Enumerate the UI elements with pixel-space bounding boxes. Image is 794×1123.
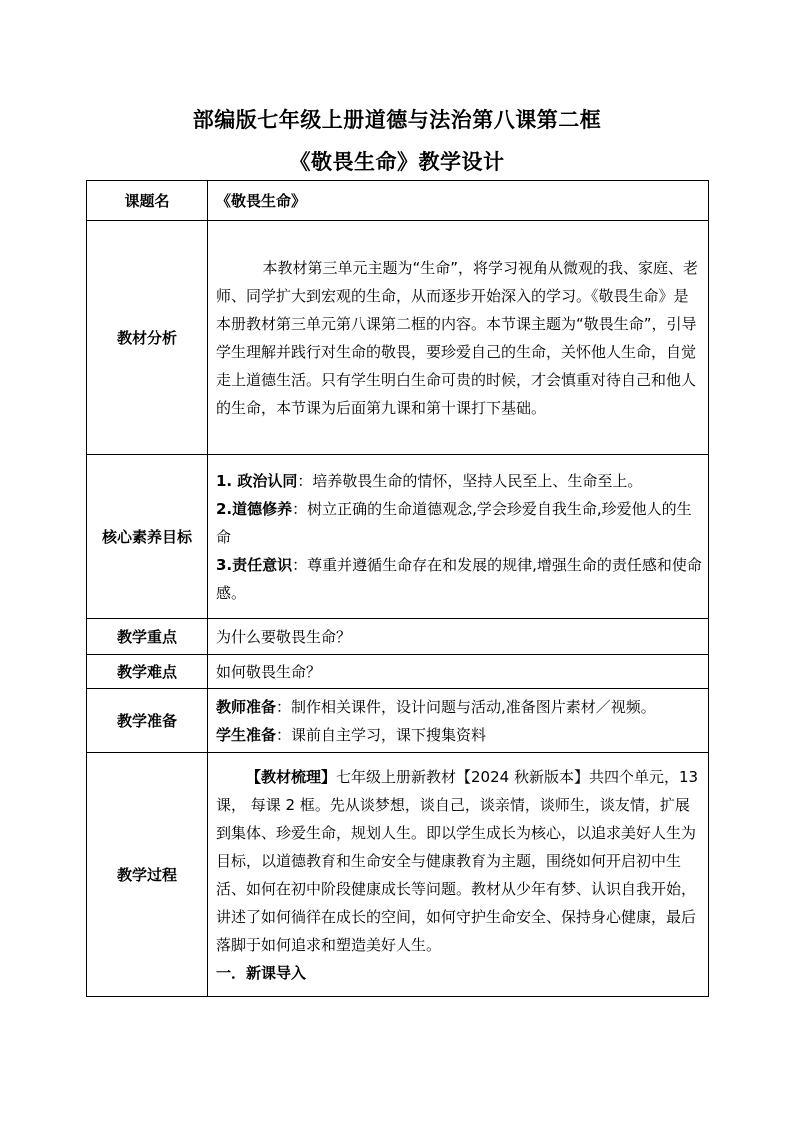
key-point-value: 为什么要敬畏生命？ <box>208 619 709 655</box>
table-row-preparation <box>87 689 709 753</box>
goals-cell <box>208 455 709 619</box>
goal-item <box>216 495 702 551</box>
document-title: 部编版七年级上册道德与法治第八课第二框 <box>192 108 602 132</box>
teacher-preparation-text: ：制作相关课件，设计问题与活动,准备图片素材／视频。 <box>276 697 656 716</box>
teacher-preparation-title: 教师准备 <box>216 697 277 716</box>
row-label-preparation: 教学准备 <box>87 689 208 753</box>
row-label-topic: 课题名 <box>87 181 208 221</box>
goal-item <box>216 467 702 495</box>
process-section-title: 一．新课导入 <box>216 963 307 982</box>
goal-text: ：尊重并遵循生命存在和发展的规律,增强生命的责任感和使命感。 <box>216 555 702 602</box>
student-preparation <box>216 721 702 749</box>
student-preparation-title: 学生准备 <box>216 725 277 744</box>
row-label-difficulty: 教学难点 <box>87 655 208 689</box>
goal-text: ：培养敬畏生命的情怀，坚持人民至上、生命至上。 <box>297 471 643 490</box>
goal-title: 3.责任意识 <box>216 555 293 574</box>
analysis-cell <box>208 221 709 455</box>
row-label-key-point: 教学重点 <box>87 619 208 655</box>
document-subtitle: 《敬畏生命》教学设计 <box>289 150 505 174</box>
lesson-plan-table <box>86 180 709 997</box>
table-row-key-point <box>87 619 709 655</box>
table-row-process <box>87 753 709 997</box>
process-text <box>216 763 702 959</box>
goal-title: 2.道德修养 <box>216 499 293 518</box>
process-body: 七年级上册新教材【2024 秋新版本】共四个单元，13 课， 每课 2 框。先从谈梦想，谈自己，谈亲情，谈师生，谈友情，扩展到集体、珍爱生命，规划人生。即以学生成长为核心，以追求美好人生为目标，以道德教育和生命安全与健康教育为主题，围绕如何开启初中生活、如何在初中阶段健康成长等问题。教材从少年有梦、认识自我开始，讲述了如何徜徉在成长的空间，如何守护生命安全、保持身心健康，最后落脚于如何追求和塑造美好人生。 <box>216 767 699 954</box>
goal-text: ：树立正确的生命道德观念,学会珍爱自我生命,珍爱他人的生命 <box>216 499 692 546</box>
topic-value: 《敬畏生命》 <box>208 181 709 221</box>
table-row-goals <box>87 455 709 619</box>
process-heading: 【教材梳理】 <box>246 767 337 786</box>
preparation-cell <box>208 689 709 753</box>
table-row-topic <box>87 181 709 221</box>
analysis-text: 本教材第三单元主题为“生命”，将学习视角从微观的我、家庭、老师、同学扩大到宏观的生命，从而逐步开始深入的学习。《敬畏生命》是本册教材第三单元第八课第二框的内容。本节课主题为“敬畏生命”，引导学生理解并践行对生命的敬畏，要珍爱自己的生命，关怀他人生命，自觉走上道德生活。只有学生明白生命可贵的时候，才会慎重对待自己和他人的生命，本节课为后面第九课和第十课打下基础。 <box>216 258 699 417</box>
row-label-analysis: 教材分析 <box>87 221 208 455</box>
goal-item <box>216 551 702 607</box>
table-row-analysis <box>87 221 709 455</box>
teacher-preparation <box>216 693 702 721</box>
row-label-goals: 核心素养目标 <box>87 455 208 619</box>
difficulty-value: 如何敬畏生命？ <box>208 655 709 689</box>
student-preparation-text: ：课前自主学习，课下搜集资料 <box>276 725 487 744</box>
table-row-difficulty <box>87 655 709 689</box>
process-cell <box>208 753 709 997</box>
row-label-process: 教学过程 <box>87 753 208 997</box>
goal-title: 1. 政治认同 <box>216 471 298 490</box>
